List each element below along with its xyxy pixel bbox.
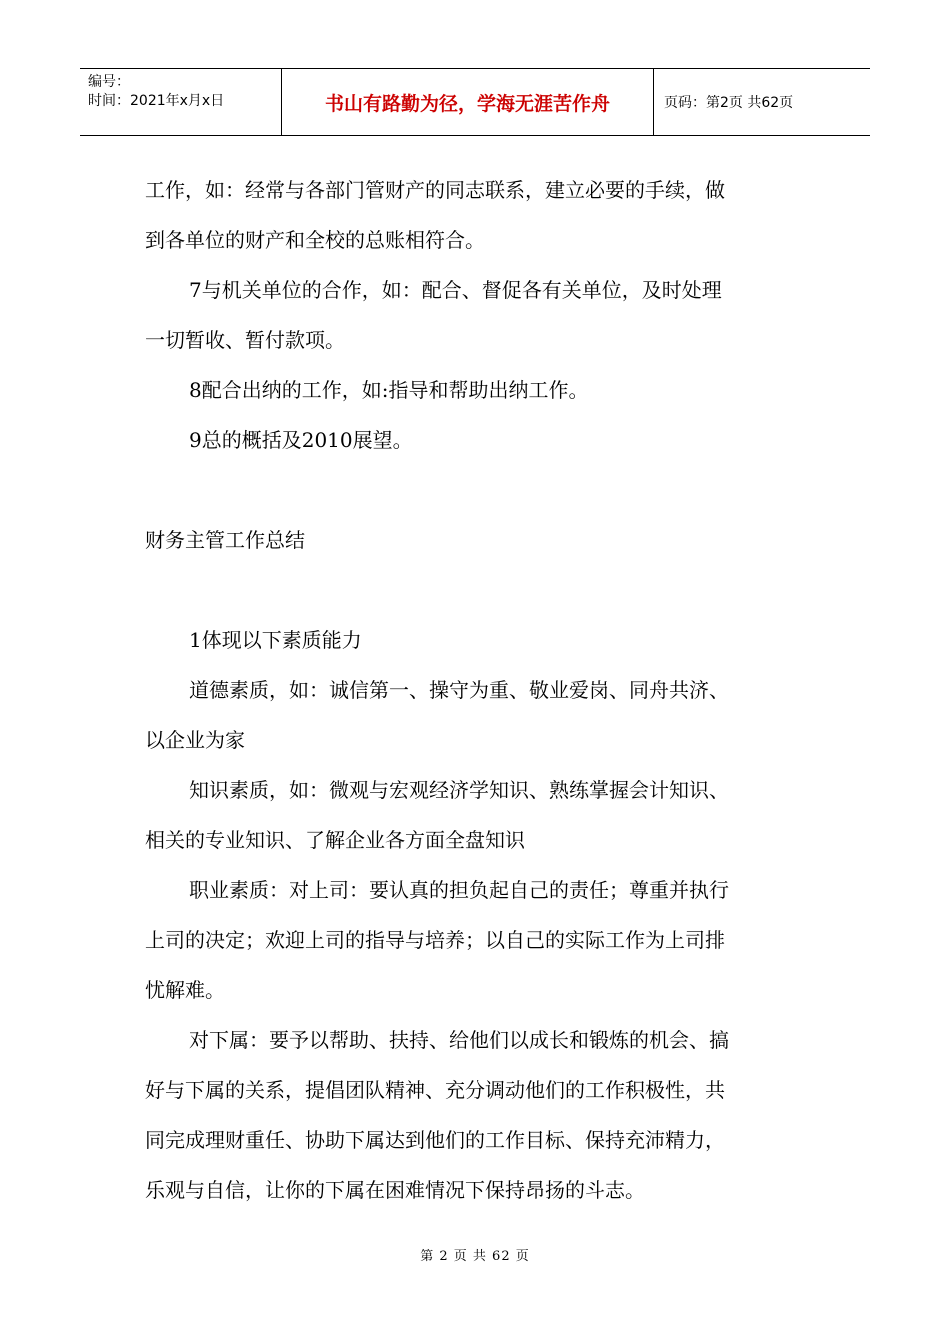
body-line: 忧解难。 [145,978,225,1002]
document-time: 时间：2021年x月x日 [88,93,225,109]
body-line: 7与机关单位的合作，如：配合、督促各有关单位，及时处理 [189,278,722,302]
body-line: 道德素质，如：诚信第一、操守为重、敬业爱岗、同舟共济、 [189,678,729,702]
body-line: 工作，如：经常与各部门管财产的同志联系，建立必要的手续，做 [145,178,725,202]
body-line: 同完成理财重任、协助下属达到他们的工作目标、保持充沛精力， [145,1128,725,1152]
section-title: 财务主管工作总结 [145,528,305,552]
body-line: 知识素质，如：微观与宏观经济学知识、熟练掌握会计知识、 [189,778,729,802]
spacer [145,565,810,615]
document-body [145,165,810,1215]
header-meta [80,69,282,135]
body-line: 乐观与自信，让你的下属在困难情况下保持昂扬的斗志。 [145,1178,645,1202]
body-line: 相关的专业知识、了解企业各方面全盘知识 [145,828,525,852]
header-page-info: 页码：第2页 共62页 [664,95,794,111]
header-motto: 书山有路勤为径，学海无涯苦作舟 [282,69,654,135]
body-line: 9总的概括及2010展望。 [189,428,413,452]
spacer [145,465,810,515]
body-line: 8配合出纳的工作，如:指导和帮助出纳工作。 [189,378,589,402]
page-header [80,68,870,136]
page-footer: 第 2 页 共 62 页 [420,1249,530,1264]
body-line: 1体现以下素质能力 [189,628,362,652]
body-line: 上司的决定；欢迎上司的指导与培养；以自己的实际工作为上司排 [145,928,725,952]
body-line: 到各单位的财产和全校的总账相符合。 [145,228,485,252]
body-line: 职业素质：对上司：要认真的担负起自己的责任；尊重并执行 [189,878,729,902]
body-line: 好与下属的关系，提倡团队精神、充分调动他们的工作积极性，共 [145,1078,725,1102]
body-line: 以企业为家 [145,728,245,752]
body-line: 一切暂收、暂付款项。 [145,328,345,352]
body-line: 对下属：要予以帮助、扶持、给他们以成长和锻炼的机会、搞 [189,1028,729,1052]
document-number-label: 编号： [88,74,130,90]
